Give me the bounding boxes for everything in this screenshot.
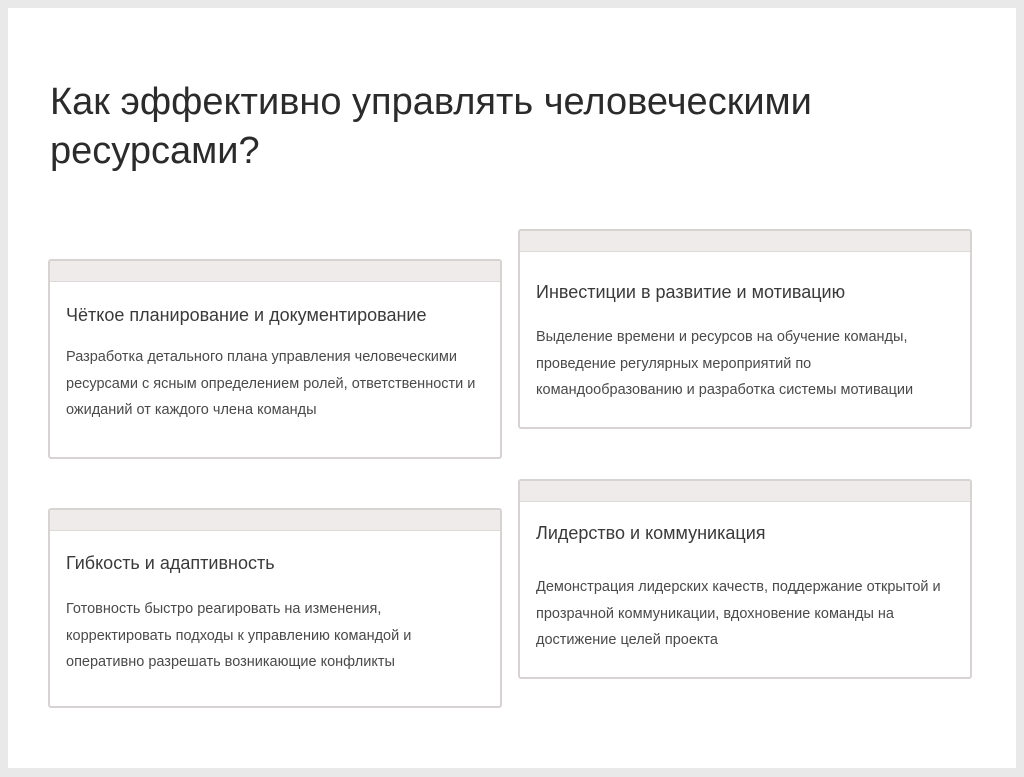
card-heading: Чёткое планирование и документирование	[66, 305, 427, 325]
card-header-strip	[50, 510, 500, 531]
card-leadership	[518, 479, 972, 679]
card-header-strip	[520, 231, 970, 252]
card-text: Разработка детального плана управления человеческими ресурсами с ясным определением ролей, ответственности и ожиданий от каждого члена команды	[66, 349, 476, 418]
card-flexibility	[48, 508, 502, 708]
card-header-strip	[520, 481, 970, 502]
card-heading: Лидерство и коммуникация	[536, 523, 766, 543]
card-text: Готовность быстро реагировать на изменения, корректировать подходы к управлению командой и оперативно разрешать возникающие конфликты	[66, 601, 412, 670]
card-heading: Гибкость и адаптивность	[66, 553, 275, 573]
card-investment	[518, 229, 972, 429]
slide-title: Как эффективно управлять человеческими ресурсами?	[50, 81, 812, 172]
card-text: Демонстрация лидерских качеств, поддержание открытой и прозрачной коммуникации, вдохновение команды на достижение целей проекта	[536, 579, 941, 648]
card-planning	[48, 259, 502, 459]
card-text: Выделение времени и ресурсов на обучение команды, проведение регулярных мероприятий по командообразованию и разработка системы мотивации	[536, 329, 914, 398]
slide	[8, 8, 1016, 768]
card-heading: Инвестиции в развитие и мотивацию	[536, 282, 846, 302]
card-header-strip	[50, 261, 500, 282]
